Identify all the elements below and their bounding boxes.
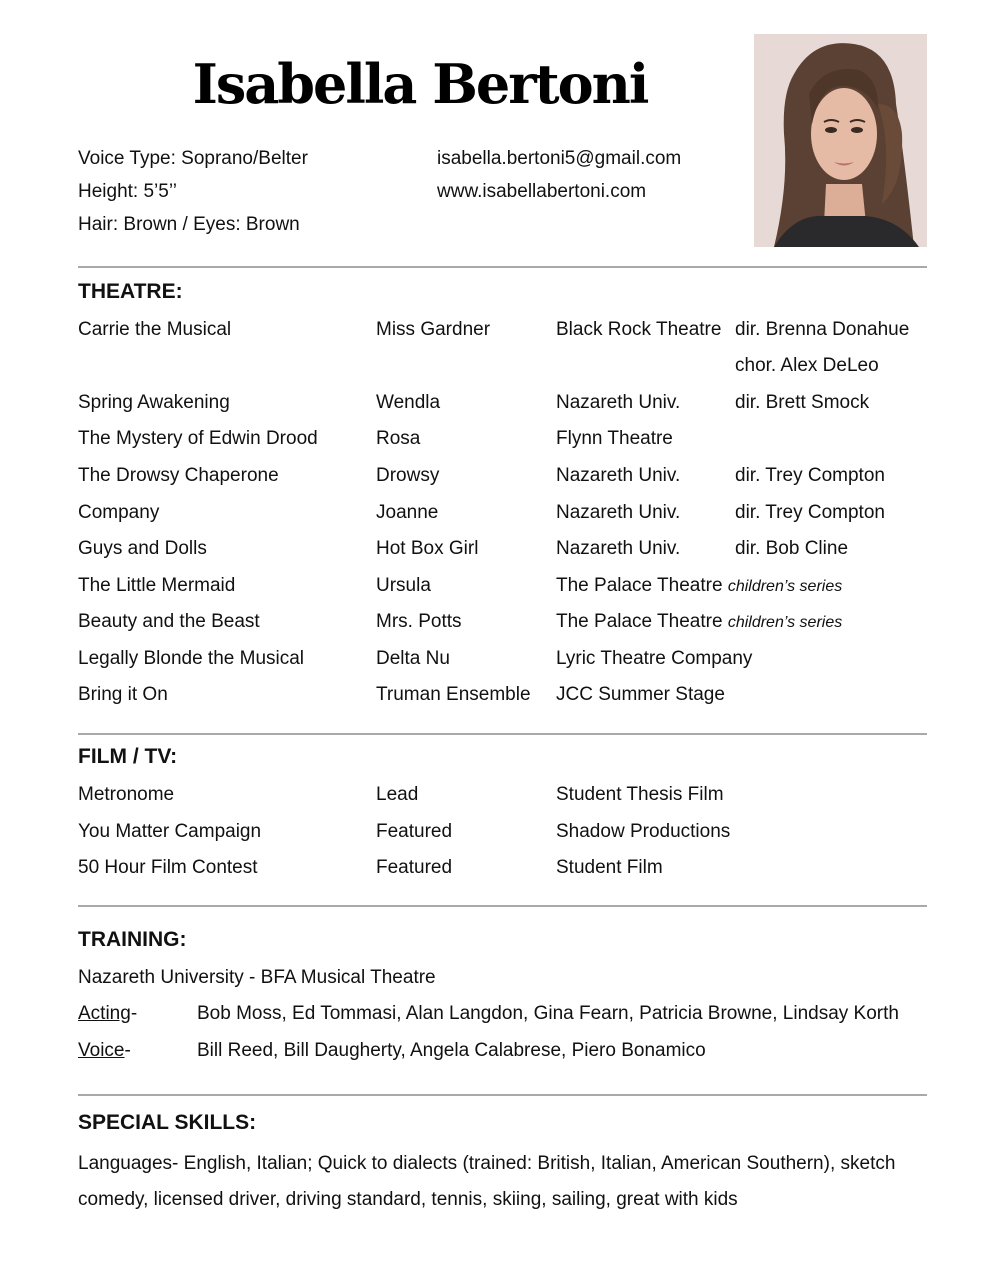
venue-note: children’s series — [727, 614, 843, 631]
training-school — [78, 963, 978, 993]
film-title: You Matter Campaign — [78, 821, 262, 842]
website[interactable]: www.isabellabertoni.com — [437, 181, 647, 202]
venue-note: children’s series — [727, 578, 843, 595]
show-title: Bring it On — [78, 684, 168, 705]
divider — [78, 905, 927, 907]
role: Wendla — [376, 392, 441, 413]
production-company: Student Thesis Film — [556, 784, 724, 805]
show-title: The Drowsy Chaperone — [78, 465, 279, 486]
director-credit: dir. Brenna Donahue — [735, 319, 910, 340]
choreographer-credit: chor. Alex DeLeo — [735, 355, 879, 376]
role: Joanne — [376, 502, 439, 523]
role: Truman Ensemble — [376, 684, 531, 705]
venue: JCC Summer Stage — [556, 684, 725, 705]
divider — [78, 733, 927, 735]
personal-stats — [78, 142, 308, 241]
show-title: The Mystery of Edwin Drood — [78, 428, 318, 449]
training-heading: TRAINING: — [78, 928, 187, 951]
headshot-photo — [754, 34, 927, 247]
training-voice — [78, 1036, 978, 1066]
venue: Nazareth Univ. — [556, 392, 681, 413]
show-title: Beauty and the Beast — [78, 611, 260, 632]
theatre-row — [78, 351, 978, 381]
theatre-row — [78, 644, 978, 674]
role: Hot Box Girl — [376, 538, 479, 559]
director-credit: dir. Trey Compton — [735, 465, 885, 486]
acting-label-text: Acting — [78, 1003, 131, 1024]
venue: Flynn Theatre — [556, 428, 673, 449]
production-company: Student Film — [556, 857, 663, 878]
director-credit: dir. Trey Compton — [735, 502, 885, 523]
email[interactable]: isabella.bertoni5@gmail.com — [437, 148, 682, 169]
school-program: Nazareth University - BFA Musical Theatre — [78, 967, 436, 988]
venue: The Palace Theatre — [556, 611, 723, 632]
role: Ursula — [376, 575, 431, 596]
film-tv-heading: FILM / TV: — [78, 745, 178, 768]
production-company: Shadow Productions — [556, 821, 731, 842]
theatre-row — [78, 424, 978, 454]
theatre-row — [78, 571, 978, 601]
hair-eyes: Hair: Brown / Eyes: Brown — [78, 214, 300, 235]
height: Height: 5’5’’ — [78, 181, 177, 202]
film-row — [78, 853, 978, 883]
theatre-row — [78, 680, 978, 710]
film-title: 50 Hour Film Contest — [78, 857, 258, 878]
show-title: Spring Awakening — [78, 392, 230, 413]
venue-with-note — [556, 571, 842, 602]
venue-with-note — [556, 607, 842, 638]
director-credit: dir. Brett Smock — [735, 392, 870, 413]
acting-teachers: Bob Moss, Ed Tommasi, Alan Langdon, Gina Fearn, Patricia Browne, Lindsay Korth — [197, 1003, 899, 1024]
theatre-row — [78, 498, 978, 528]
role: Drowsy — [376, 465, 440, 486]
film-row — [78, 817, 978, 847]
theatre-heading: THEATRE: — [78, 280, 183, 303]
venue: Nazareth Univ. — [556, 502, 681, 523]
venue: Black Rock Theatre — [556, 319, 722, 340]
theatre-row — [78, 315, 978, 345]
theatre-row — [78, 388, 978, 418]
show-title: Carrie the Musical — [78, 319, 232, 340]
role: Delta Nu — [376, 648, 450, 669]
actor-name: Isabella Bertoni — [192, 52, 648, 116]
venue: Nazareth Univ. — [556, 538, 681, 559]
acting-label: Acting- — [78, 1003, 138, 1024]
show-title: Guys and Dolls — [78, 538, 207, 559]
contact-info — [437, 142, 681, 208]
voice-type: Voice Type: Soprano/Belter — [78, 148, 308, 169]
theatre-row — [78, 534, 978, 564]
voice-teachers: Bill Reed, Bill Daugherty, Angela Calabrese, Piero Bonamico — [197, 1040, 706, 1061]
show-title: Legally Blonde the Musical — [78, 648, 305, 669]
voice-label: Voice- — [78, 1040, 131, 1061]
venue: The Palace Theatre — [556, 575, 723, 596]
role: Featured — [376, 857, 453, 878]
show-title: The Little Mermaid — [78, 575, 236, 596]
show-title: Company — [78, 502, 160, 523]
theatre-row — [78, 461, 978, 491]
divider — [78, 266, 927, 268]
role: Rosa — [376, 428, 421, 449]
skills-heading: SPECIAL SKILLS: — [78, 1111, 257, 1134]
director-credit: dir. Bob Cline — [735, 538, 849, 559]
training-acting — [78, 999, 978, 1029]
role: Mrs. Potts — [376, 611, 462, 632]
role: Featured — [376, 821, 453, 842]
theatre-row — [78, 607, 978, 637]
skills-text: Languages- English, Italian; Quick to dialects (trained: British, Italian, American Southern), sketch comedy, licensed driver, driving standard, tennis, skiing, sailing, great with kids — [78, 1153, 896, 1210]
divider — [78, 1094, 927, 1096]
venue: Nazareth Univ. — [556, 465, 681, 486]
film-row — [78, 780, 978, 810]
role: Miss Gardner — [376, 319, 491, 340]
voice-label-text: Voice — [78, 1040, 125, 1061]
venue: Lyric Theatre Company — [556, 648, 753, 669]
film-title: Metronome — [78, 784, 175, 805]
role: Lead — [376, 784, 419, 805]
